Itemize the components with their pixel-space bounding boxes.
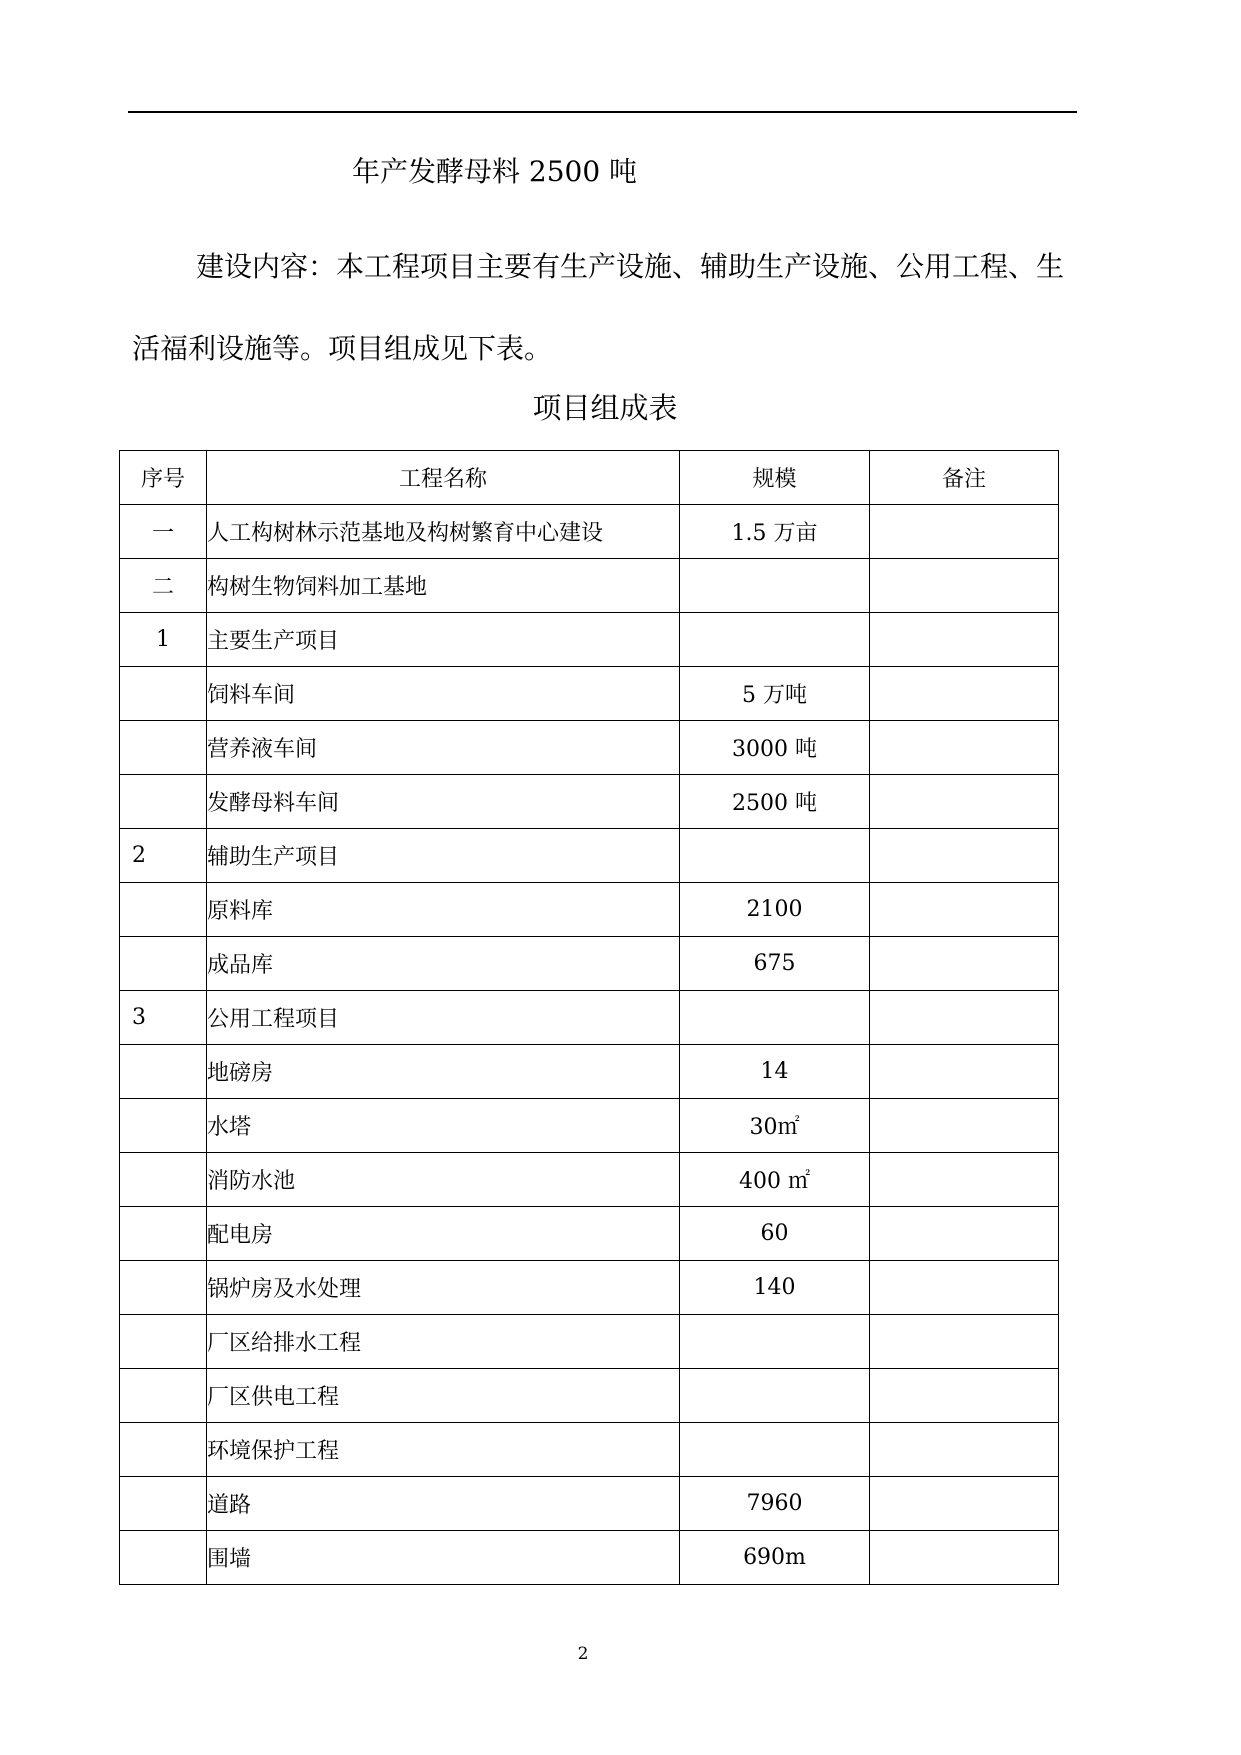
- row-note: [870, 1369, 1059, 1423]
- row-name: 饲料车间: [207, 667, 680, 721]
- row-scale: 2500 吨: [680, 775, 870, 829]
- table-row: [120, 1315, 1059, 1369]
- table-row: [120, 667, 1059, 721]
- row-note: [870, 1045, 1059, 1099]
- row-name: 辅助生产项目: [207, 829, 680, 883]
- row-no: 一: [120, 505, 207, 559]
- row-note: [870, 505, 1059, 559]
- row-name: 原料库: [207, 883, 680, 937]
- row-scale: [680, 1423, 870, 1477]
- row-no: [120, 1045, 207, 1099]
- row-no: [120, 1369, 207, 1423]
- row-note: [870, 1153, 1059, 1207]
- row-no: 二: [120, 559, 207, 613]
- row-scale: 60: [680, 1207, 870, 1261]
- row-name: 配电房: [207, 1207, 680, 1261]
- table-row: [120, 829, 1059, 883]
- row-note: [870, 1531, 1059, 1585]
- table-row: [120, 505, 1059, 559]
- row-scale: [680, 829, 870, 883]
- row-name: 道路: [207, 1477, 680, 1531]
- row-no: [120, 1261, 207, 1315]
- header-scale: 规模: [680, 451, 870, 505]
- row-scale: 5 万吨: [680, 667, 870, 721]
- table-row: [120, 559, 1059, 613]
- row-name: 构树生物饲料加工基地: [207, 559, 680, 613]
- row-name: 锅炉房及水处理: [207, 1261, 680, 1315]
- row-no: [120, 1477, 207, 1531]
- row-note: [870, 883, 1059, 937]
- header-no: 序号: [120, 451, 207, 505]
- row-scale: 675: [680, 937, 870, 991]
- row-scale: [680, 1369, 870, 1423]
- header-note: 备注: [870, 451, 1059, 505]
- row-note: [870, 559, 1059, 613]
- row-scale: 400 ㎡: [680, 1153, 870, 1207]
- row-no: [120, 1207, 207, 1261]
- row-no: [120, 883, 207, 937]
- capacity-line: 年产发酵母料 2500 吨: [352, 155, 638, 188]
- row-scale: 30㎡: [680, 1099, 870, 1153]
- row-name: 水塔: [207, 1099, 680, 1153]
- row-note: [870, 613, 1059, 667]
- project-composition-table: [119, 450, 1059, 1585]
- table-row: [120, 1531, 1059, 1585]
- table-row: [120, 1207, 1059, 1261]
- table-row: [120, 883, 1059, 937]
- row-no: [120, 775, 207, 829]
- row-note: [870, 775, 1059, 829]
- row-note: [870, 1207, 1059, 1261]
- row-note: [870, 1261, 1059, 1315]
- table-row: [120, 937, 1059, 991]
- header-name: 工程名称: [207, 451, 680, 505]
- row-note: [870, 1423, 1059, 1477]
- row-note: [870, 1099, 1059, 1153]
- row-no: [120, 1315, 207, 1369]
- table-row: [120, 1261, 1059, 1315]
- row-name: 主要生产项目: [207, 613, 680, 667]
- row-no: [120, 1423, 207, 1477]
- row-name: 厂区供电工程: [207, 1369, 680, 1423]
- row-scale: [680, 991, 870, 1045]
- row-note: [870, 829, 1059, 883]
- row-name: 人工构树林示范基地及构树繁育中心建设: [207, 505, 680, 559]
- row-name: 发酵母料车间: [207, 775, 680, 829]
- row-note: [870, 667, 1059, 721]
- row-scale: 2100: [680, 883, 870, 937]
- table-header-row: [120, 451, 1059, 505]
- row-name: 环境保护工程: [207, 1423, 680, 1477]
- row-name: 成品库: [207, 937, 680, 991]
- row-no: 3: [120, 991, 207, 1045]
- row-name: 营养液车间: [207, 721, 680, 775]
- row-no: [120, 1531, 207, 1585]
- row-note: [870, 721, 1059, 775]
- table-row: [120, 721, 1059, 775]
- table-row: [120, 1423, 1059, 1477]
- row-scale: 3000 吨: [680, 721, 870, 775]
- table-title: 项目组成表: [532, 391, 678, 425]
- table-row: [120, 1153, 1059, 1207]
- table-row: [120, 1477, 1059, 1531]
- row-scale: 14: [680, 1045, 870, 1099]
- row-no: 1: [120, 613, 207, 667]
- row-no: [120, 1099, 207, 1153]
- row-no: [120, 1153, 207, 1207]
- table-row: [120, 613, 1059, 667]
- row-scale: 1.5 万亩: [680, 505, 870, 559]
- row-scale: [680, 613, 870, 667]
- row-name: 厂区给排水工程: [207, 1315, 680, 1369]
- row-note: [870, 1315, 1059, 1369]
- table-row: [120, 1045, 1059, 1099]
- row-note: [870, 937, 1059, 991]
- header-rule: [128, 111, 1077, 113]
- row-note: [870, 991, 1059, 1045]
- row-name: 公用工程项目: [207, 991, 680, 1045]
- row-scale: [680, 559, 870, 613]
- construction-paragraph: 建设内容：本工程项目主要有生产设施、辅助生产设施、公用工程、生活福利设施等。项目组成见下表。: [132, 250, 1065, 365]
- row-name: 围墙: [207, 1531, 680, 1585]
- row-no: 2: [120, 829, 207, 883]
- row-no: [120, 667, 207, 721]
- row-note: [870, 1477, 1059, 1531]
- page-number: 2: [577, 1644, 589, 1664]
- row-scale: 7960: [680, 1477, 870, 1531]
- row-no: [120, 937, 207, 991]
- table-row: [120, 1369, 1059, 1423]
- table-row: [120, 1099, 1059, 1153]
- row-no: [120, 721, 207, 775]
- row-scale: [680, 1315, 870, 1369]
- row-name: 消防水池: [207, 1153, 680, 1207]
- row-scale: 690m: [680, 1531, 870, 1585]
- row-name: 地磅房: [207, 1045, 680, 1099]
- row-scale: 140: [680, 1261, 870, 1315]
- table-row: [120, 991, 1059, 1045]
- table-row: [120, 775, 1059, 829]
